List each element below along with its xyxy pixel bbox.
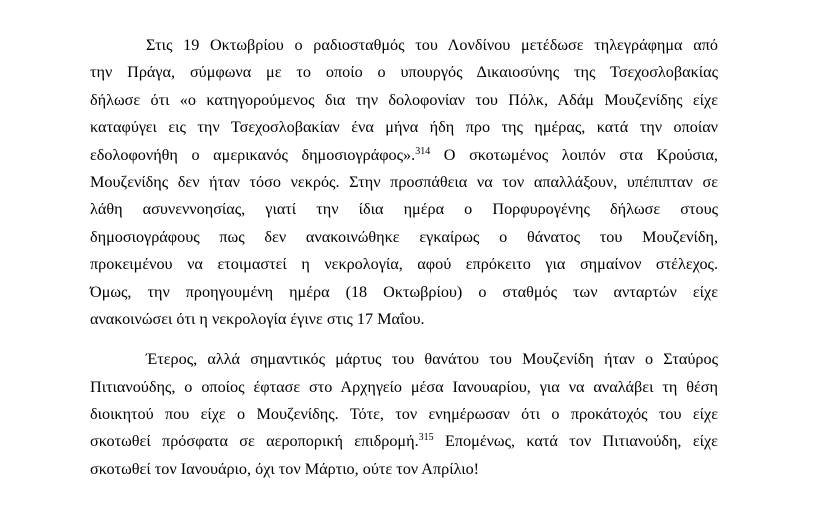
text-segment: Ο σκοτωμένος λοιπόν στα Κρούσια, — [430, 145, 718, 164]
text-line: καταφύγει εις την Τσεχοσλοβακίαν ένα μήνα ήδη προ της ημέρας, κατά την οποίαν — [90, 118, 718, 137]
text-segment: Επομένως, κατά τον Πιτιανούδη, είχε — [433, 432, 718, 451]
text-line-with-footnote — [90, 142, 718, 169]
text-line: δήλωσε ότι «ο κατηγορούμενος δια την δολοφονίαν του Πόλκ, Αδάμ Μουζενίδης είχε — [90, 90, 718, 109]
text-line: Στις 19 Οκτωβρίου ο ραδιοσταθμός του Λονδίνου μετέδωσε τηλεγράφημα από — [146, 36, 718, 54]
text-line: Μουζενίδης δεν ήταν τόσο νεκρός. Στην προσπάθεια να τον απαλλάξουν, υπέπιπταν σε — [90, 172, 718, 191]
text-line: Όμως, την προηγουμένη ημέρα (18 Οκτωβρίου) ο σταθμός των ανταρτών είχε — [90, 282, 718, 301]
text-segment: εδολοφονήθη ο αμερικανός δημοσιογράφος». — [90, 145, 416, 164]
text-line: ανακοινώσει ότι η νεκρολογία έγινε στις 17 Μαΐου. — [90, 309, 425, 328]
text-line: Πιτιανούδης, ο οποίος έφτασε στο Αρχηγείο μέσα Ιανουαρίου, για να αναλάβει τη θέση — [90, 377, 718, 396]
text-line: την Πράγα, σύμφωνα με το οποίο ο υπουργός Δικαιοσύνης της Τσεχοσλοβακίας — [90, 63, 718, 82]
text-line-with-footnote — [90, 428, 718, 455]
document-page — [90, 32, 718, 483]
footnote-reference-315[interactable]: 315 — [418, 432, 434, 444]
paragraph-2 — [90, 346, 718, 483]
text-line: διοικητού που είχε ο Μουζενίδης. Τότε, τον ενημέρωσαν ότι ο προκάτοχός του είχε — [90, 405, 718, 424]
text-segment: σκοτωθεί πρόσφατα σε αεροπορική επιδρομή. — [90, 432, 419, 451]
text-line: Έτερος, αλλά σημαντικός μάρτυς του θανάτου του Μουζενίδη ήταν ο Σταύρος — [146, 350, 718, 369]
paragraph-1 — [90, 32, 718, 333]
footnote-reference-314[interactable]: 314 — [415, 145, 431, 157]
text-line: σκοτωθεί τον Ιανουάριο, όχι τον Μάρτιο, ούτε τον Απρίλιο! — [90, 459, 480, 478]
text-line: δημοσιογράφους πως δεν ανακοινώθηκε εγκαίρως ο θάνατος του Μουζενίδη, — [90, 227, 718, 246]
text-line: λάθη ασυνεννοησίας, γιατί την ίδια ημέρα ο Πορφυρογένης δήλωσε στους — [90, 200, 718, 219]
text-line: προκειμένου να ετοιμαστεί η νεκρολογία, αφού επρόκειτο για σημαίνον στέλεχος. — [90, 255, 718, 274]
